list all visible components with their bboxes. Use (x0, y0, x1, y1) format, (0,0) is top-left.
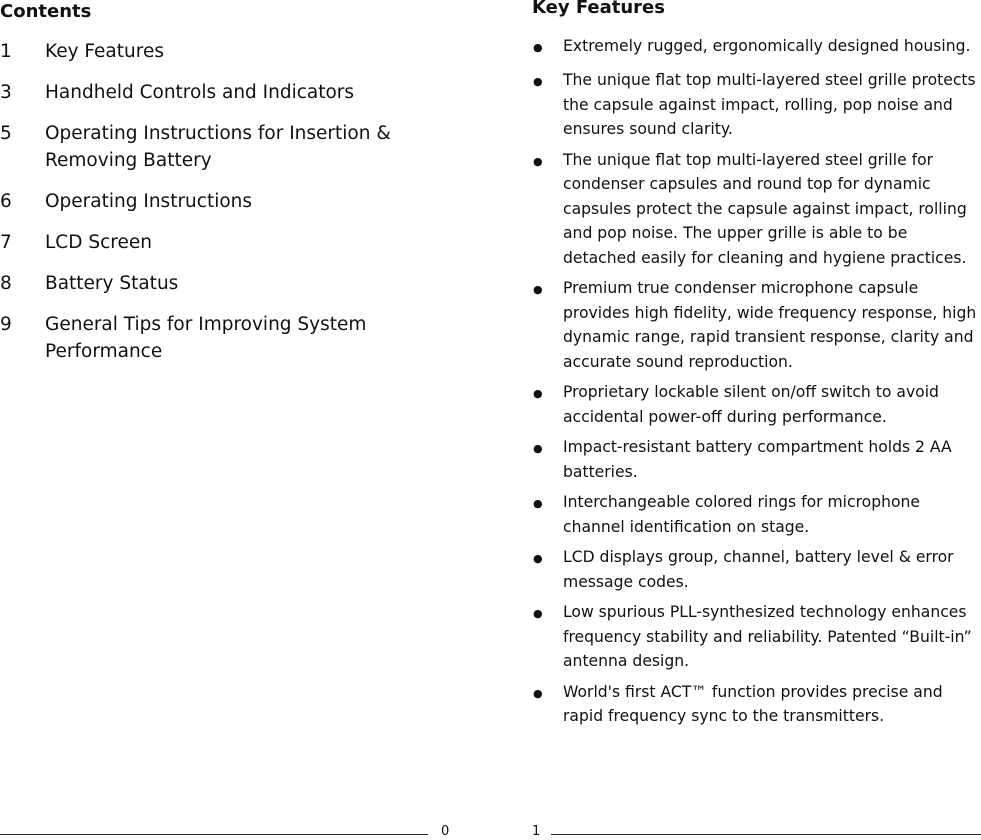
toc-item (0, 270, 440, 297)
list-item (532, 680, 981, 729)
toc-item (0, 229, 440, 256)
toc-page-number: 3 (0, 82, 12, 103)
key-features-title: Key Features (532, 0, 665, 18)
feature-text: Impact-resistant battery compartment holds 2 AA batteries. (563, 438, 952, 481)
bullet-icon: ● (533, 442, 543, 455)
feature-text: Proprietary lockable silent on/off switch to avoid accidental power-off during performance. (563, 383, 939, 426)
toc-page-number: 8 (0, 273, 12, 294)
toc-page-number: 1 (0, 41, 12, 62)
bullet-icon: ● (533, 75, 543, 88)
toc-label: General Tips for Improving System Performance (45, 314, 367, 362)
table-of-contents (0, 38, 440, 379)
toc-item (0, 79, 440, 106)
toc-label: Operating Instructions for Insertion & Removing Battery (45, 123, 391, 171)
toc-item (0, 188, 440, 215)
bullet-icon: ● (533, 607, 543, 620)
bullet-icon: ● (533, 497, 543, 510)
list-item (532, 68, 981, 142)
toc-page-number: 6 (0, 191, 12, 212)
feature-list (532, 34, 981, 735)
toc-page-number: 5 (0, 123, 12, 144)
bullet-icon: ● (533, 387, 543, 400)
toc-label: Handheld Controls and Indicators (45, 82, 355, 103)
toc-item (0, 311, 440, 365)
bullet-icon: ● (533, 154, 543, 168)
list-item (532, 600, 981, 674)
list-item (532, 435, 981, 484)
list-item (532, 380, 981, 429)
right-page (470, 0, 981, 840)
toc-item (0, 38, 440, 65)
feature-text: The unique flat top multi-layered steel grille protects the capsule against impact, rolling, pop noise and ensures sound clarity. (563, 71, 976, 138)
bullet-icon: ● (533, 41, 543, 54)
list-item (532, 545, 981, 594)
toc-label: Battery Status (45, 273, 179, 294)
bullet-icon: ● (533, 552, 543, 565)
feature-text: The unique flat top multi-layered steel grille for condenser capsules and round top for dynamic capsules protect the capsule against impact, rolling and pop noise. The upper grille is able to be detached easily for cleaning and hygiene practices. (563, 150, 967, 267)
footer-rule (0, 834, 428, 835)
bullet-icon: ● (533, 686, 543, 700)
toc-page-number: 9 (0, 314, 12, 335)
list-item (532, 490, 981, 539)
toc-label: LCD Screen (45, 232, 152, 253)
feature-text: Extremely rugged, ergonomically designed housing. (563, 37, 971, 55)
footer-rule (551, 834, 981, 835)
toc-label: Operating Instructions (45, 191, 253, 212)
bullet-icon: ● (533, 283, 543, 296)
list-item (532, 148, 981, 271)
toc-page-number: 7 (0, 232, 12, 253)
list-item (532, 276, 981, 374)
list-item (532, 34, 981, 62)
feature-text: World's first ACT™ function provides precise and rapid frequency sync to the transmitters. (563, 682, 943, 725)
toc-item (0, 120, 440, 174)
left-page (0, 0, 470, 840)
feature-text: Premium true condenser microphone capsule provides high fidelity, wide frequency response, high dynamic range, rapid transient response, clarity and accurate sound reproduction. (563, 279, 977, 371)
feature-text: Interchangeable colored rings for microphone channel identification on stage. (563, 493, 920, 536)
contents-title: Contents (0, 1, 92, 22)
page-number: 1 (532, 824, 541, 839)
feature-text: LCD displays group, channel, battery level & error message codes. (563, 548, 954, 591)
feature-text: Low spurious PLL-synthesized technology enhances frequency stability and reliability. Patented “Built-in” antenna design. (563, 603, 972, 670)
page-number: 0 (441, 824, 450, 839)
toc-label: Key Features (45, 41, 164, 62)
